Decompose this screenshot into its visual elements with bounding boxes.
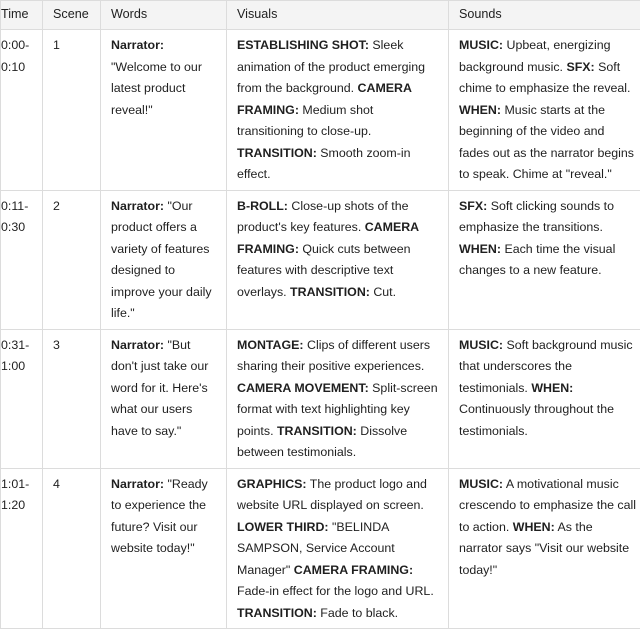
words-label: Narrator: xyxy=(111,338,164,352)
words-label: Narrator: xyxy=(111,199,164,213)
visual-text: Medium shot transitioning to close-up. xyxy=(237,103,373,139)
table-row xyxy=(1,190,640,329)
time-value: 0:00-0:10 xyxy=(1,35,35,78)
sound-text: A motivational music crescendo to emphasize the call to action. xyxy=(459,477,636,534)
visual-label: TRANSITION: xyxy=(290,285,370,299)
header-sounds: Sounds xyxy=(449,1,640,30)
visual-text: Fade to black. xyxy=(320,606,398,620)
cell-sounds xyxy=(449,329,640,468)
sound-label: WHEN: xyxy=(531,381,573,395)
visual-text: Dissolve between testimonials. xyxy=(237,424,407,460)
words-text: "But don't just take our word for it. Here's what our users have to say." xyxy=(111,338,208,438)
cell-time xyxy=(1,190,43,329)
header-time: Time xyxy=(1,1,43,30)
visual-label: MONTAGE: xyxy=(237,338,304,352)
visual-label: CAMERA FRAMING: xyxy=(237,81,411,117)
sound-text: Music starts at the beginning of the video and fades out as the narrator begins to speak. Chime at "reveal." xyxy=(459,103,634,182)
visual-label: CAMERA FRAMING: xyxy=(237,220,419,256)
sound-label: WHEN: xyxy=(459,103,501,117)
sound-text: Soft background music that underscores the testimonials. xyxy=(459,338,633,395)
visual-text: Split-screen format with text highlighting key points. xyxy=(237,381,438,438)
words-text: "Ready to experience the future? Visit our website today!" xyxy=(111,477,208,556)
visual-label: CAMERA FRAMING: xyxy=(294,563,413,577)
cell-scene: 4 xyxy=(43,468,101,629)
sound-label: MUSIC: xyxy=(459,477,503,491)
cell-scene: 3 xyxy=(43,329,101,468)
visual-text: Fade-in effect for the logo and URL. xyxy=(237,584,434,598)
visual-label: LOWER THIRD: xyxy=(237,520,329,534)
visual-label: TRANSITION: xyxy=(237,606,317,620)
cell-scene: 2 xyxy=(43,190,101,329)
cell-visuals xyxy=(227,468,449,629)
cell-time xyxy=(1,329,43,468)
visual-text: Smooth zoom-in effect. xyxy=(237,146,411,182)
sound-text: Each time the visual changes to a new feature. xyxy=(459,242,615,278)
visual-label: GRAPHICS: xyxy=(237,477,307,491)
header-scene: Scene xyxy=(43,1,101,30)
sound-label: SFX: xyxy=(459,199,487,213)
sound-text: Soft chime to emphasize the reveal. xyxy=(459,60,631,96)
sound-label: WHEN: xyxy=(513,520,555,534)
visual-text: The product logo and website URL displayed on screen. xyxy=(237,477,427,513)
visual-label: TRANSITION: xyxy=(277,424,357,438)
table-row xyxy=(1,329,640,468)
sound-label: MUSIC: xyxy=(459,338,503,352)
sound-label: SFX: xyxy=(566,60,594,74)
table-row xyxy=(1,468,640,629)
cell-visuals xyxy=(227,329,449,468)
time-value: 0:31-1:00 xyxy=(1,335,35,378)
visual-text: Clips of different users sharing their positive experiences. xyxy=(237,338,430,374)
visual-text: Cut. xyxy=(373,285,396,299)
sound-label: MUSIC: xyxy=(459,38,503,52)
cell-sounds xyxy=(449,468,640,629)
words-label: Narrator: xyxy=(111,38,164,52)
visual-text: "BELINDA SAMPSON, Service Account Manager" xyxy=(237,520,395,577)
visual-label: B-ROLL: xyxy=(237,199,288,213)
header-visuals: Visuals xyxy=(227,1,449,30)
cell-sounds xyxy=(449,190,640,329)
cell-visuals xyxy=(227,190,449,329)
visual-text: Quick cuts between features with descriptive text overlays. xyxy=(237,242,411,299)
cell-time xyxy=(1,468,43,629)
visual-label: TRANSITION: xyxy=(237,146,317,160)
cell-words xyxy=(101,190,227,329)
visual-label: CAMERA MOVEMENT: xyxy=(237,381,369,395)
time-value: 1:01-1:20 xyxy=(1,474,35,517)
table-row xyxy=(1,30,640,191)
visual-text: Sleek animation of the product emerging from the background. xyxy=(237,38,425,95)
visual-label: ESTABLISHING SHOT: xyxy=(237,38,369,52)
words-text: "Our product offers a variety of features designed to improve your daily life." xyxy=(111,199,212,321)
cell-time xyxy=(1,30,43,191)
sound-text: Continuously throughout the testimonials. xyxy=(459,402,614,438)
visual-text: Close-up shots of the product's key features. xyxy=(237,199,408,235)
cell-words xyxy=(101,30,227,191)
cell-sounds xyxy=(449,30,640,191)
header-words: Words xyxy=(101,1,227,30)
time-value: 0:11-0:30 xyxy=(1,196,35,239)
sound-text: As the narrator says "Visit our website today!" xyxy=(459,520,629,577)
words-text: "Welcome to our latest product reveal!" xyxy=(111,60,202,117)
sound-label: WHEN: xyxy=(459,242,501,256)
sound-text: Upbeat, energizing background music. xyxy=(459,38,611,74)
cell-visuals xyxy=(227,30,449,191)
cell-words xyxy=(101,329,227,468)
table-header-row xyxy=(1,1,640,30)
words-label: Narrator: xyxy=(111,477,164,491)
sound-text: Soft clicking sounds to emphasize the transitions. xyxy=(459,199,614,235)
cell-words xyxy=(101,468,227,629)
cell-scene: 1 xyxy=(43,30,101,191)
